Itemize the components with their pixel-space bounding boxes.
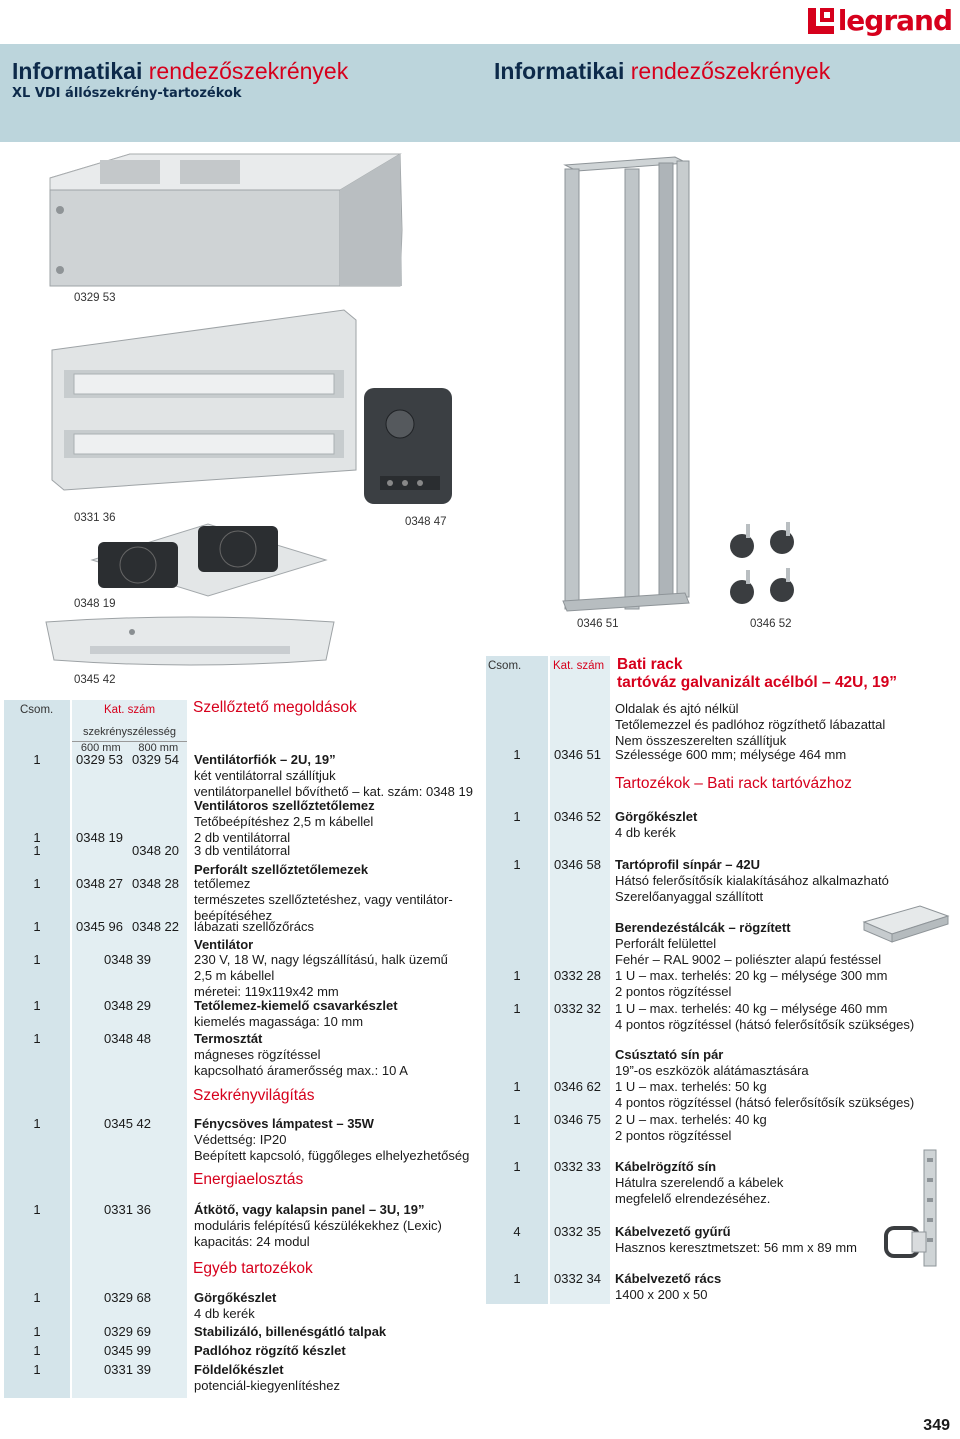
right-group-slide-rails: Csúsztató sín pár 19”-os eszközök alátámasztására	[615, 1047, 809, 1078]
photo-label-0345-42: 0345 42	[74, 674, 116, 686]
right-table-header	[486, 656, 610, 676]
photo-label-0329-53: 0329 53	[74, 292, 116, 304]
photo-label-0348-47: 0348 47	[405, 516, 447, 528]
product-photo-din-rail-panel	[44, 290, 364, 500]
photo-label-0346-52: 0346 52	[750, 618, 792, 630]
product-photo-thermostat	[360, 384, 456, 508]
legrand-wordmark: legrand	[837, 4, 952, 37]
header-right	[494, 58, 830, 84]
right-group-shelves: Berendezéstálcák – rögzített Perforált felülettel Fehér – RAL 9002 – poliészter alapú festéssel	[615, 920, 882, 967]
photo-label-0331-36: 0331 36	[74, 512, 116, 524]
photo-label-0348-19: 0348 19	[74, 598, 116, 610]
header-left-subtitle: XL VDI állószekrény-tartozékok	[12, 86, 242, 101]
header-left	[12, 58, 348, 101]
width-800: 800 mm	[138, 742, 179, 754]
right-head-qty: Csom.	[488, 660, 522, 672]
photo-label-0346-51: 0346 51	[577, 618, 619, 630]
left-section-power: Energiaelosztás	[193, 1171, 304, 1188]
left-section-ventilation: Szellőztető megoldások	[193, 699, 357, 716]
product-photo-bati-rack-frame	[555, 155, 695, 615]
right-head-code: Kat. szám	[553, 660, 605, 672]
header-left-title: Informatikai rendezőszekrények	[12, 58, 349, 84]
right-section-accessories: Tartozékok – Bati rack tartóvázhoz	[615, 775, 852, 792]
header-band	[0, 44, 960, 142]
left-head-qty: Csom.	[20, 704, 54, 716]
left-section-lighting: Szekrényvilágítás	[193, 1087, 315, 1104]
page-number: 349	[923, 1417, 950, 1434]
left-section-other: Egyéb tartozékok	[193, 1260, 313, 1277]
legrand-logo	[808, 6, 952, 36]
left-width-subheader: szekrényszélesség 600 mm 800 mm	[72, 726, 187, 755]
product-photo-fan-drawer	[40, 150, 410, 290]
left-group-perforated: Perforált szellőztetőlemezek	[194, 862, 369, 877]
product-photo-casters	[720, 520, 810, 616]
right-title: Bati rack tartóváz galvanizált acélból – 42U, 19”	[617, 656, 897, 691]
left-table-header	[4, 700, 187, 720]
left-group-fan: Ventilátor	[194, 937, 254, 952]
right-intro: Oldalak és ajtó nélkül Tetőlemezzel és padlóhoz rögzíthető lábazattal Nem összeszerelten szállítjuk	[615, 701, 886, 748]
left-group-fan-roof: Ventilátoros szellőztetőlemez Tetőbeépítéshez 2,5 m kábellel	[194, 798, 375, 829]
left-head-code: Kat. szám	[104, 704, 156, 716]
product-photo-fluorescent-lamp	[40, 612, 340, 670]
width-600: 600 mm	[80, 742, 121, 754]
product-photo-fan-roof-panel	[88, 520, 330, 600]
legrand-mark-icon	[808, 8, 834, 34]
header-right-title: Informatikai rendezőszekrények	[494, 58, 831, 84]
